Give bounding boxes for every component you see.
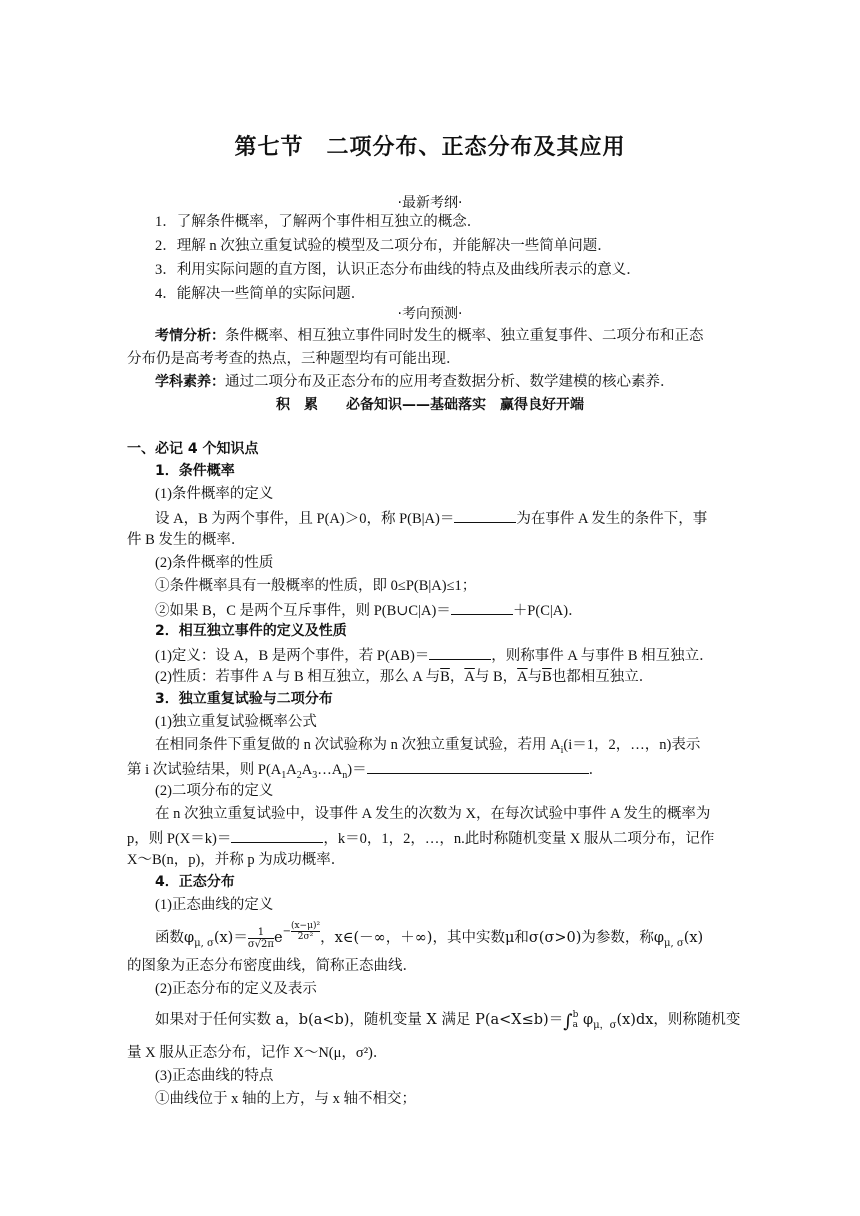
upper-limit: b — [572, 1010, 579, 1020]
text: 设 A，B 为两个事件，且 P(A)＞0，称 P(B|A)＝ — [155, 511, 455, 527]
text: A — [301, 762, 313, 778]
exponent — [283, 920, 321, 944]
denominator: 2σ² — [297, 932, 314, 942]
outline-heading: ·最新考纲· — [397, 195, 463, 211]
text: ＋P(C|A)． — [512, 603, 583, 619]
subscript: μ, σ — [664, 937, 684, 949]
text-line: ①条件概率具有一般概率的性质，即 0≤P(B|A)≤1； — [155, 578, 477, 594]
subheading: (2)条件概率的性质 — [155, 555, 274, 571]
section-heading: 一、必记 4 个知识点 — [127, 441, 259, 457]
text: ，x∈(－∞，＋∞)，其中实数μ和σ(σ>0)为参数，称φ — [320, 930, 665, 946]
banner: 积 累 必备知识——基础落实 赢得良好开端 — [276, 397, 584, 413]
text: 如果对于任何实数 a，b(a<b)，随机变量 X 满足 P(a<X≤b)＝ — [155, 1012, 564, 1028]
subheading: (1)独立重复试验概率公式 — [155, 714, 317, 730]
text: 在相同条件下重复做的 n 次试验称为 n 次独立重复试验，若用 A — [155, 737, 561, 753]
outline-item: 3．利用实际问题的直方图，认识正态分布曲线的特点及曲线所表示的意义． — [155, 262, 641, 278]
text: ，k＝0，1，2，…，n.此时称随机变量 X 服从二项分布，记作 — [323, 831, 715, 847]
subheading: (1)正态曲线的定义 — [155, 897, 274, 913]
literacy-label: 学科素养： — [155, 374, 225, 390]
integral-sign: ∫ — [563, 1011, 573, 1032]
subscript: i — [560, 744, 564, 756]
text-line: 量 X 服从正态分布，记作 X～N(μ，σ²)． — [127, 1045, 388, 1061]
text: (2)性质：若事件 A 与 B 相互独立，那么 A 与 — [155, 669, 441, 685]
fill-blank — [429, 645, 491, 660]
text-line — [127, 759, 747, 785]
outline-item: 1．了解条件概率，了解两个事件相互独立的概念． — [155, 214, 482, 230]
numerator: 1 — [248, 927, 274, 939]
outline-item: 4．能解决一些简单的实际问题． — [155, 286, 366, 302]
subscript: 1 — [281, 769, 287, 781]
text-line: X～B(n，p)，并称 p 为成功概率． — [127, 852, 346, 868]
forecast-literacy — [155, 373, 747, 391]
text: ， — [449, 669, 465, 685]
subscript: 3 — [312, 769, 318, 781]
text-line — [127, 828, 747, 848]
subscript: n — [342, 769, 348, 781]
complement-b: $\overline{B}$ — [542, 669, 552, 685]
text-line — [155, 736, 747, 760]
text: (i＝1，2，…，n)表示 — [563, 737, 701, 753]
text-line — [155, 508, 747, 528]
page-title: 第七节 二项分布、正态分布及其应用 — [234, 135, 626, 160]
fraction — [248, 927, 274, 950]
normal-distribution-definition — [155, 1010, 747, 1035]
text: (x) — [683, 930, 704, 946]
text-line: 在 n 次独立重复试验中，设事件 A 发生的次数为 X，在每次试验中事件 A 发生的概率为 — [155, 806, 711, 822]
literacy-text: 通过二项分布及正态分布的应用考查数据分析、数学建模的核心素养． — [225, 374, 675, 390]
text: …A — [317, 762, 343, 778]
lower-limit: a — [572, 1020, 578, 1030]
subscript: μ，σ — [593, 1019, 617, 1031]
knowledge-heading: 2．相互独立事件的定义及性质 — [155, 623, 347, 639]
exponent-fraction — [291, 921, 320, 942]
text: ，则称事件 A 与事件 B 相互独立． — [491, 648, 714, 664]
text: 与 — [527, 669, 543, 685]
fill-blank — [451, 600, 513, 615]
text: ． — [588, 762, 604, 778]
complement-a: $\overline{A}$ — [464, 669, 475, 685]
complement-a: $\overline{A}$ — [517, 669, 528, 685]
subheading: (1)条件概率的定义 — [155, 486, 274, 502]
text: ②如果 B，C 是两个互斥事件，则 P(B∪C|A)＝ — [155, 603, 451, 619]
text: (1)定义：设 A，B 是两个事件，若 P(AB)＝ — [155, 648, 430, 664]
text: )＝ — [347, 762, 367, 778]
knowledge-heading: 4．正态分布 — [155, 874, 235, 890]
forecast-analysis-cont: 分布仍是高考考查的热点，三种题型均有可能出现． — [127, 351, 461, 367]
normal-density-formula — [155, 920, 747, 956]
minus-sign: − — [282, 926, 291, 937]
text: (x)＝ — [213, 930, 248, 946]
text-line: 的图象为正态分布密度曲线，简称正态曲线． — [127, 958, 417, 974]
text: 也都相互独立． — [551, 669, 654, 685]
integral-limits — [573, 1010, 579, 1030]
analysis-text: 条件概率、相互独立事件同时发生的概率、独立重复事件、二项分布和正态 — [225, 328, 704, 344]
forecast-analysis — [155, 327, 747, 345]
subscript: 2 — [296, 769, 302, 781]
text: e — [273, 930, 283, 946]
text: 函数φ — [155, 930, 195, 946]
text-line — [155, 645, 747, 665]
fill-blank — [454, 508, 516, 523]
fill-blank — [231, 828, 323, 843]
subscript: μ, σ — [194, 937, 214, 949]
numerator: (x−μ)² — [290, 921, 321, 931]
text-line — [155, 668, 747, 686]
text: A — [286, 762, 297, 778]
text: φ — [582, 1012, 594, 1028]
analysis-label: 考情分析： — [155, 328, 225, 344]
subheading: (2)二项分布的定义 — [155, 783, 274, 799]
fill-blank — [367, 759, 589, 774]
knowledge-heading: 3．独立重复试验与二项分布 — [155, 691, 333, 707]
denominator: σ√2π — [247, 938, 274, 950]
subheading: (3)正态曲线的特点 — [155, 1068, 274, 1084]
text: 为在事件 A 发生的条件下，事 — [516, 511, 708, 527]
text: (x)dx，则称随机变 — [616, 1012, 741, 1028]
outline-item: 2．理解 n 次独立重复试验的模型及二项分布，并能解决一些简单问题． — [155, 238, 612, 254]
knowledge-heading: 1．条件概率 — [155, 463, 235, 479]
text-line: ①曲线位于 x 轴的上方，与 x 轴不相交； — [155, 1091, 416, 1107]
text-line — [155, 600, 747, 620]
text: 与 B， — [474, 669, 518, 685]
text-line: 件 B 发生的概率． — [127, 532, 246, 548]
text: 第 i 次试验结果，则 P(A — [127, 762, 282, 778]
subheading: (2)正态分布的定义及表示 — [155, 981, 317, 997]
text: p，则 P(X＝k)＝ — [127, 831, 232, 847]
complement-b: $\overline{B}$ — [440, 669, 450, 685]
forecast-heading: ·考向预测· — [397, 306, 463, 322]
